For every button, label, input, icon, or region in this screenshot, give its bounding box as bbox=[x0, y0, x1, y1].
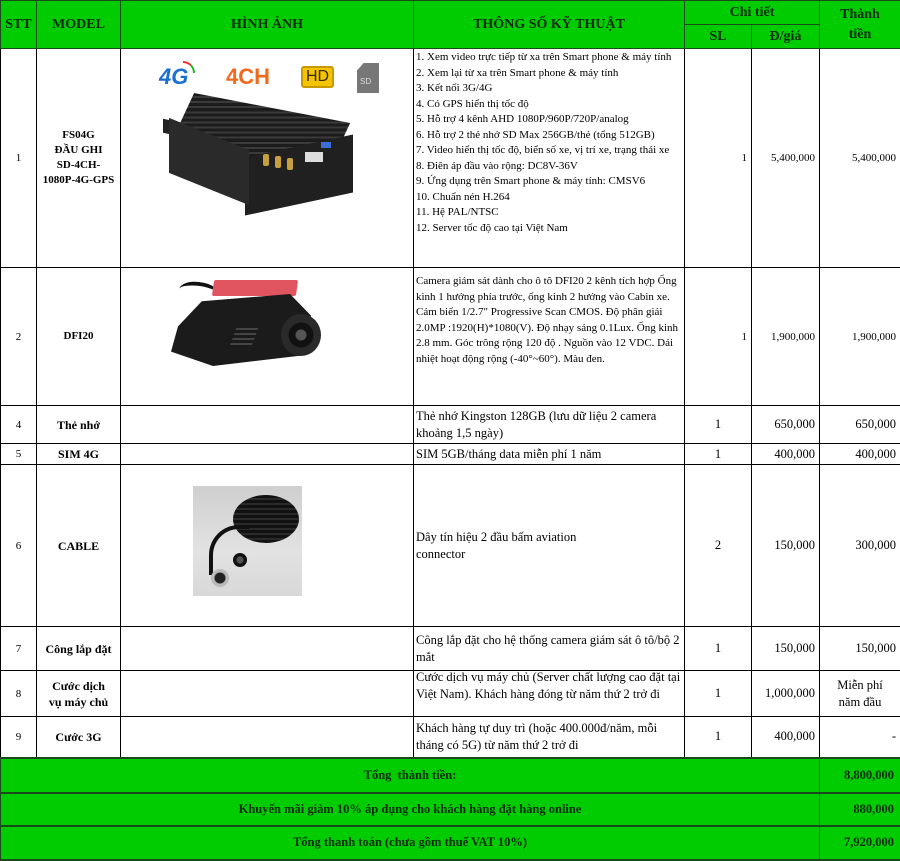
row-specs: Công lắp đặt cho hệ thống camera giám sát ô tô/bộ 2 mắt bbox=[414, 627, 685, 671]
dash-camera-image bbox=[121, 268, 414, 406]
male-connector-icon bbox=[211, 569, 229, 587]
row-unit-price: 150,000 bbox=[752, 465, 820, 627]
row-image-empty bbox=[121, 406, 414, 444]
header-specs: THÔNG SỐ KỸ THUẬT bbox=[414, 1, 685, 49]
row-specs: Thẻ nhớ Kingston 128GB (lưu dữ liệu 2 camera khoảng 1,5 ngày) bbox=[414, 406, 685, 444]
header-unit-price: Đ/giá bbox=[752, 25, 820, 49]
row-qty: 1 bbox=[685, 49, 752, 268]
subtotal-row bbox=[1, 758, 900, 793]
model-line: vụ máy chủ bbox=[49, 695, 108, 709]
row-total: 300,000 bbox=[820, 465, 900, 627]
spec-line: 3. Kết nối 3G/4G bbox=[416, 81, 682, 97]
row-total: 650,000 bbox=[820, 406, 900, 444]
row-specs: Camera giám sát dành cho ô tô DFI20 2 kênh tích hợp Ống kinh 1 hướng phía trước, ống kinh 2 hướng vào Cabin xe. Cảm biến 1/2.7" Progressive Scan CMOS. Độ phân giải 2.0MP :1920(H)*1080(V). Độ nhạy sáng 0.1Lux. Ống kinh 2.8 mm. Góc trông rộng 120 độ . Nguồn vào 12 VDC. Dải nhiệt hoạt động rộng (-40°~60°). Màu đen. bbox=[414, 268, 685, 406]
spec-line: 8. Điên áp đầu vào rộng: DC8V-36V bbox=[416, 159, 682, 175]
badge-hd: HD bbox=[301, 66, 334, 88]
row-model bbox=[37, 49, 121, 268]
adhesive-pad-icon bbox=[212, 280, 298, 296]
total-line: năm đầu bbox=[839, 695, 882, 709]
row-stt: 5 bbox=[1, 444, 37, 465]
aviation-cable-image bbox=[121, 465, 414, 627]
table-row bbox=[1, 465, 900, 627]
row-specs: Dây tín hiệu 2 đầu bấm aviation connector bbox=[414, 465, 685, 627]
spec-line: 1. Xem video trực tiếp từ xa trên Smart phone & máy tính bbox=[416, 50, 682, 66]
row-total: 5,400,000 bbox=[820, 49, 900, 268]
badge-sd: SD bbox=[360, 77, 371, 86]
row-stt: 4 bbox=[1, 406, 37, 444]
row-unit-price: 650,000 bbox=[752, 406, 820, 444]
row-stt: 1 bbox=[1, 49, 37, 268]
mobile-dvr-image bbox=[121, 49, 414, 268]
model-line: Cước dịch bbox=[52, 679, 105, 693]
discount-value: 880,000 bbox=[820, 793, 900, 826]
row-model bbox=[37, 671, 121, 717]
row-stt: 7 bbox=[1, 627, 37, 671]
row-total: 1,900,000 bbox=[820, 268, 900, 406]
header-model: MODEL bbox=[37, 1, 121, 49]
badge-4ch: 4CH bbox=[226, 64, 270, 90]
row-model: Thẻ nhớ bbox=[37, 406, 121, 444]
row-image-empty bbox=[121, 444, 414, 465]
row-stt: 8 bbox=[1, 671, 37, 717]
row-specs bbox=[414, 49, 685, 268]
row-model: Công lắp đặt bbox=[37, 627, 121, 671]
subtotal-value: 8,800,000 bbox=[820, 758, 900, 793]
grand-total-row bbox=[1, 826, 900, 860]
spec-line: 2. Xem lại từ xa trên Smart phone & máy tính bbox=[416, 66, 682, 82]
row-stt: 6 bbox=[1, 465, 37, 627]
table-row bbox=[1, 671, 900, 717]
row-specs-text: Cước dịch vụ máy chủ (Server chất lượng cao đặt tại Việt Nam). Khách hàng đóng từ năm thứ 2 trở đi bbox=[416, 671, 682, 714]
row-stt: 2 bbox=[1, 268, 37, 406]
spec-line: 11. Hệ PAL/NTSC bbox=[416, 205, 682, 221]
badge-4g: 4G bbox=[159, 64, 188, 90]
header-total-line1: Thành bbox=[840, 7, 880, 22]
subtotal-label: Tổng thành tiền: bbox=[1, 758, 820, 793]
row-unit-price: 400,000 bbox=[752, 717, 820, 758]
camera-lens-icon bbox=[281, 314, 321, 356]
grand-total-label: Tổng thanh toán (chưa gồm thuế VAT 10%) bbox=[1, 826, 820, 860]
table-row bbox=[1, 444, 900, 465]
row-model: SIM 4G bbox=[37, 444, 121, 465]
row-specs: Khách hàng tự duy trì (hoặc 400.000đ/năm, mỗi tháng có 5G) từ năm thứ 2 trở đi bbox=[414, 717, 685, 758]
model-line: FS04G bbox=[62, 129, 94, 141]
row-image-empty bbox=[121, 671, 414, 717]
header-image: HÌNH ẢNH bbox=[121, 1, 414, 49]
discount-row bbox=[1, 793, 900, 826]
row-qty: 1 bbox=[685, 717, 752, 758]
row-qty: 1 bbox=[685, 444, 752, 465]
row-qty: 1 bbox=[685, 627, 752, 671]
spec-line: 5. Hỗ trợ 4 kênh AHD 1080P/960P/720P/analog bbox=[416, 112, 682, 128]
table-row bbox=[1, 268, 900, 406]
discount-label: Khuyến mãi giảm 10% áp dụng cho khách hàng đặt hàng online bbox=[1, 793, 820, 826]
row-unit-price: 5,400,000 bbox=[752, 49, 820, 268]
row-unit-price: 1,000,000 bbox=[752, 671, 820, 717]
spec-line: 12. Server tốc độ cao tại Việt Nam bbox=[416, 221, 682, 237]
header-total bbox=[820, 1, 900, 49]
row-specs bbox=[414, 671, 685, 717]
row-qty: 1 bbox=[685, 268, 752, 406]
row-model bbox=[37, 268, 121, 406]
signal-icon bbox=[183, 61, 195, 73]
row-unit-price: 400,000 bbox=[752, 444, 820, 465]
model-line: 1080P-4G-GPS bbox=[43, 174, 115, 186]
row-unit-price: 150,000 bbox=[752, 627, 820, 671]
grand-total-value: 7,920,000 bbox=[820, 826, 900, 860]
row-qty: 1 bbox=[685, 406, 752, 444]
header-detail: Chi tiết bbox=[685, 1, 820, 25]
spec-line: 10. Chuẩn nén H.264 bbox=[416, 190, 682, 206]
dvr-body-icon bbox=[163, 104, 353, 204]
header-qty: SL bbox=[685, 25, 752, 49]
row-image-empty bbox=[121, 627, 414, 671]
model-line: SD-4CH- bbox=[57, 159, 100, 171]
row-total: - bbox=[820, 717, 900, 758]
table-row bbox=[1, 406, 900, 444]
model-line: ĐẦU GHI bbox=[55, 144, 103, 156]
spec-line: 6. Hỗ trợ 2 thẻ nhớ SD Max 256GB/thẻ (tổng 512GB) bbox=[416, 128, 682, 144]
model-line: DFI20 bbox=[64, 330, 94, 342]
total-line: Miễn phí bbox=[837, 678, 882, 692]
row-unit-price: 1,900,000 bbox=[752, 268, 820, 406]
table-row bbox=[1, 627, 900, 671]
female-connector-icon bbox=[233, 553, 247, 567]
row-total: 150,000 bbox=[820, 627, 900, 671]
row-stt: 9 bbox=[1, 717, 37, 758]
row-qty: 1 bbox=[685, 671, 752, 717]
header-stt: STT bbox=[1, 1, 37, 49]
row-qty: 2 bbox=[685, 465, 752, 627]
row-specs: SIM 5GB/tháng data miễn phí 1 năm bbox=[414, 444, 685, 465]
row-total bbox=[820, 671, 900, 717]
spec-line: 4. Có GPS hiển thị tốc độ bbox=[416, 97, 682, 113]
row-model: CABLE bbox=[37, 465, 121, 627]
table-row bbox=[1, 717, 900, 758]
header-total-line2: tiền bbox=[849, 27, 872, 42]
row-total: 400,000 bbox=[820, 444, 900, 465]
row-image-empty bbox=[121, 717, 414, 758]
table-row bbox=[1, 49, 900, 268]
row-model: Cước 3G bbox=[37, 717, 121, 758]
spec-line: 9. Ứng dụng trên Smart phone & máy tính: CMSV6 bbox=[416, 174, 682, 190]
spec-line: 7. Video hiển thị tốc độ, biển số xe, vị trí xe, trạng thái xe bbox=[416, 143, 682, 159]
